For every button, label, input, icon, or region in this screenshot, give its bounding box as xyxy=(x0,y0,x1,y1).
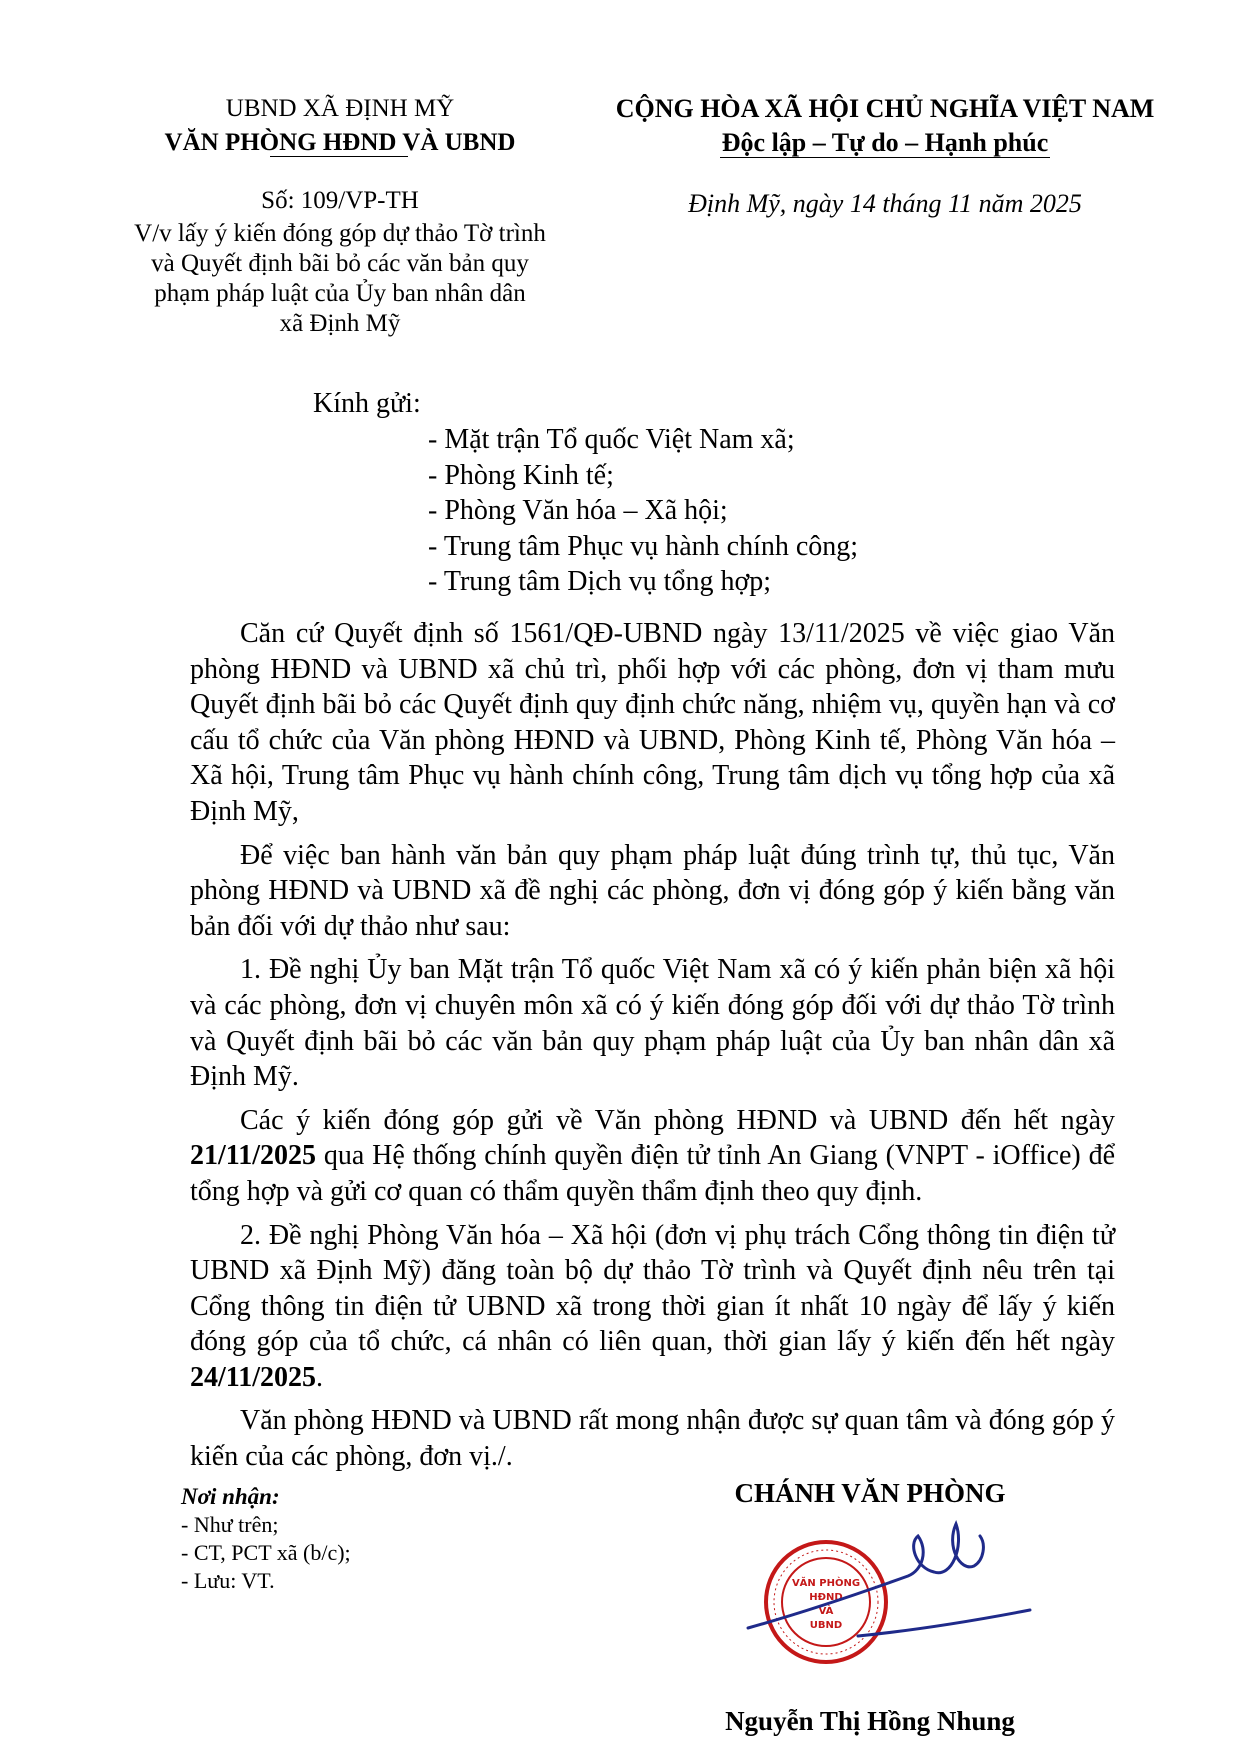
recipients-title: Nơi nhận: xyxy=(181,1484,280,1509)
recipients-block-item: - Như trên; xyxy=(181,1512,279,1537)
text-span: qua Hệ thống chính quyền điện tử tỉnh An Giang (VNPT - iOffice) để tổng hợp và gửi cơ quan có thẩm quyền thẩm định theo quy định. xyxy=(190,1140,1115,1207)
recipients-block-item: - CT, PCT xã (b/c); xyxy=(181,1540,351,1565)
recipient-list xyxy=(428,422,858,600)
body-paragraph: 1. Đề nghị Ủy ban Mặt trận Tổ quốc Việt Nam xã có ý kiến phản biện xã hội và các phòng, đơn vị chuyên môn xã có ý kiến đóng góp đối với dự thảo Tờ trình và Quyết định bãi bỏ các văn bản quy phạm pháp luật của Ủy ban nhân dân xã Định Mỹ. xyxy=(190,954,1115,1093)
body-paragraph: Văn phòng HĐND và UBND rất mong nhận được sự quan tâm và đóng góp ý kiến của các phòng, đơn vị./. xyxy=(190,1405,1115,1473)
body-paragraph xyxy=(190,1103,1115,1210)
text-span: 2. Đề nghị Phòng Văn hóa – Xã hội (đơn vị phụ trách Cổng thông tin điện tử UBND xã Định Mỹ) đăng toàn bộ dự thảo Tờ trình và Quyết định nêu trên tại Cổng thông tin điện tử UBND xã trong thời gian ít nhất 10 ngày để lấy ý kiến đóng góp của tổ chức, cá nhân có liên quan, thời gian lấy ý kiến đến hết ngày xyxy=(190,1219,1115,1358)
recipient-item: - Trung tâm Dịch vụ tổng hợp; xyxy=(428,566,772,597)
official-seal-and-signature xyxy=(738,1510,1038,1680)
recipient-item: - Trung tâm Phục vụ hành chính công; xyxy=(428,530,859,562)
body-paragraph: Để việc ban hành văn bản quy phạm pháp luật đúng trình tự, thủ tục, Văn phòng HĐND và UBND xã đề nghị các phòng, đơn vị đóng góp ý kiến bằng văn bản đối với dự thảo như sau: xyxy=(190,839,1115,942)
seal-text: VÀ xyxy=(818,1606,834,1617)
greeting: Kính gửi: xyxy=(313,388,421,419)
seal-text: VĂN PHÒNG xyxy=(791,1578,861,1589)
recipients-block-item: - Lưu: VT. xyxy=(181,1568,275,1593)
motto-underline xyxy=(720,157,1050,158)
subject-line: phạm pháp luật của Ủy ban nhân dân xyxy=(154,280,526,307)
text-span: . xyxy=(316,1361,324,1393)
document-body xyxy=(190,616,1115,1483)
nation-title: CỘNG HÒA XÃ HỘI CHỦ NGHĨA VIỆT NAM xyxy=(615,94,1155,123)
seal-stamp xyxy=(766,1542,886,1662)
handwritten-signature xyxy=(748,1524,1030,1636)
deadline-date: 21/11/2025 xyxy=(190,1140,317,1172)
body-paragraph xyxy=(190,1218,1115,1396)
recipients-block xyxy=(181,1483,351,1595)
seal-text: HĐND xyxy=(809,1592,843,1603)
seal-text: UBND xyxy=(809,1620,843,1631)
recipient-item: - Phòng Kinh tế; xyxy=(428,459,614,491)
body-paragraph: Căn cứ Quyết định số 1561/QĐ-UBND ngày 13/11/2025 về việc giao Văn phòng HĐND và UBND xã chủ trì, phối hợp với các phòng, đơn vị tham mưu Quyết định bãi bỏ các Quyết định quy định chức năng, nhiệm vụ, quyền hạn và cơ cấu tổ chức của Văn phòng HĐND và UBND, Phòng Kinh tế, Phòng Văn hóa – Xã hội, Trung tâm Phục vụ hành chính công, Trung tâm dịch vụ tổng hợp của xã Định Mỹ, xyxy=(190,618,1115,827)
issuing-authority xyxy=(130,92,550,160)
deadline-date: 24/11/2025 xyxy=(190,1361,317,1393)
subject-line: xã Định Mỹ xyxy=(279,310,401,337)
nation-motto: Độc lập – Tự do – Hạnh phúc xyxy=(721,128,1049,157)
recipient-item: - Mặt trận Tổ quốc Việt Nam xã; xyxy=(428,424,795,455)
org-line-1: UBND XÃ ĐỊNH MỸ xyxy=(225,95,455,122)
org-line-2: VĂN PHÒNG HĐND VÀ UBND xyxy=(164,129,516,156)
date-line: Định Mỹ, ngày 14 tháng 11 năm 2025 xyxy=(688,189,1082,218)
document-number: Số: 109/VP-TH xyxy=(261,187,419,214)
recipient-item: - Phòng Văn hóa – Xã hội; xyxy=(428,495,728,526)
subject-line: V/v lấy ý kiến đóng góp dự thảo Tờ trình xyxy=(134,220,546,247)
signer-title: CHÁNH VĂN PHÒNG xyxy=(734,1478,1006,1508)
text-span: Các ý kiến đóng góp gửi về Văn phòng HĐND và UBND đến hết ngày xyxy=(240,1104,1115,1136)
org-underline xyxy=(270,156,408,157)
national-header xyxy=(580,92,1190,160)
subject-line: và Quyết định bãi bỏ các văn bản quy xyxy=(151,250,529,277)
signer-name: Nguyễn Thị Hồng Nhung xyxy=(725,1706,1015,1736)
document-reference xyxy=(130,186,550,339)
